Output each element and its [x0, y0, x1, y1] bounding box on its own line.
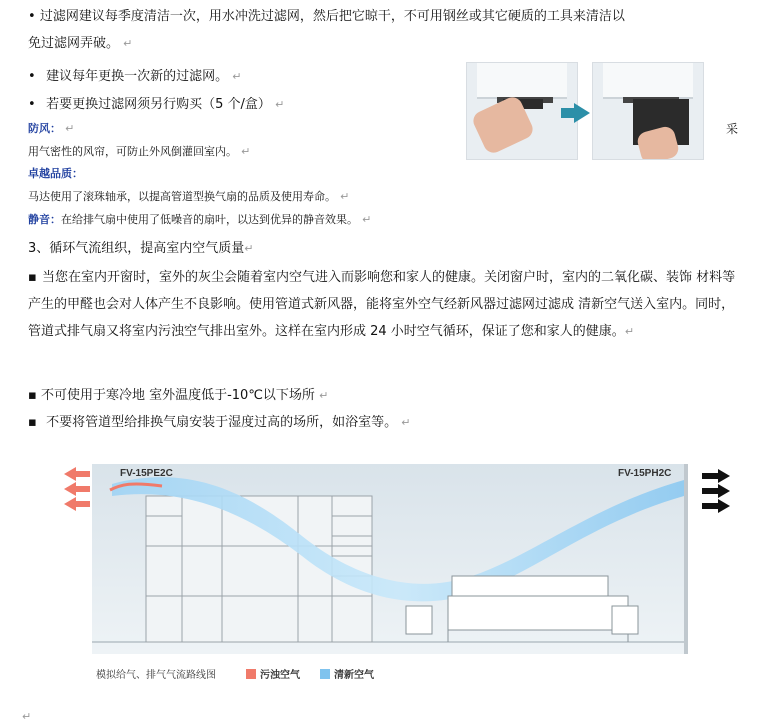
exhaust-arrows [64, 467, 90, 511]
para-mark: ↵ [275, 98, 285, 111]
legend-dirty-swatch [246, 669, 256, 679]
para-mark: ↵ [362, 213, 372, 226]
windproof-text-line [28, 141, 250, 163]
para-mark: ↵ [401, 416, 411, 429]
quiet-text: 在给排气扇中使用了低噪音的扇叶，以达到优异的静音效果。 [61, 213, 358, 226]
side-char: 采 [726, 122, 739, 136]
step-arrow-bar [561, 108, 575, 118]
bullet: • [28, 97, 36, 112]
airflow-diagram [52, 456, 742, 688]
para-mark: ↵ [65, 122, 75, 135]
quiet-heading: 静音： [28, 213, 61, 226]
legend-dirty-label: 污浊空气 [260, 670, 300, 681]
section-3-heading [28, 238, 254, 260]
para-mark: ↵ [123, 37, 133, 50]
para-mark: ↵ [624, 325, 635, 338]
filter-clean-text-2: 免过滤网弄破。 [28, 36, 120, 51]
humidity-warning-line [28, 412, 411, 434]
bullet: • [28, 9, 36, 24]
quality-text-line [28, 186, 349, 208]
para-mark: ↵ [340, 190, 350, 203]
air-circulation-paragraph [28, 264, 744, 345]
filter-remove-photo-2 [592, 62, 704, 160]
cold-warning-text: 不可使用于寒冷地 室外温度低于-10℃以下场所 [40, 388, 315, 403]
quiet-line [28, 209, 371, 231]
bullet: ▪ [28, 415, 37, 430]
bullet: ▪ [28, 270, 37, 285]
para-mark: ↵ [244, 242, 254, 255]
filter-clean-text: 过滤网建议每季度清洁一次，用水冲洗过滤网，然后把它晾干，不可用钢丝或其它硬质的工具来清洁以 [39, 9, 625, 24]
bullet: • [28, 69, 36, 84]
diagram-caption: 模拟给气、排气气流路线图 [96, 670, 216, 681]
quality-heading: 卓越品质： [28, 167, 83, 180]
windproof-text: 用气密性的风帘，可防止外风倒灌回室内。 [28, 145, 237, 158]
windproof-heading: 防风： [28, 122, 61, 135]
buy-filter-text: 若要更换过滤网须另行购买（5 个/盒） [46, 97, 271, 112]
section-3-title: 3、循环气流组织，提高室内空气质量 [28, 241, 245, 256]
air-circulation-text: 当您在室内开窗时，室外的灰尘会随着室内空气进入而影响您和家人的健康。关闭窗户时，室内的二氧化碳、装饰 材料等产生的甲醛也会对人体产生不良影响。使用管道式新风器，能将室外空气经新风器过滤网过滤成 清新空气送入室内。同时，管道式排气扇又将室内污浊空气排出室外。这样在室内形成 24 小时空气循环，保证了您和家人的健康。 [28, 270, 736, 339]
intake-arrows [702, 469, 730, 513]
legend-fresh-label: 清新空气 [334, 670, 374, 681]
left-model-label: FV-15PE2C [120, 468, 173, 479]
filter-clean-line [28, 6, 625, 28]
step-arrow-icon [574, 103, 590, 123]
replace-yearly-line [28, 66, 242, 88]
bullet: ▪ [28, 388, 37, 403]
filter-clean-line-2 [28, 33, 132, 55]
para-mark-end: ↵ [22, 710, 32, 723]
para-mark: ↵ [319, 389, 329, 402]
windproof-heading-line [28, 118, 74, 140]
quality-text: 马达使用了滚珠轴承，以提高管道型换气扇的品质及使用寿命。 [28, 190, 336, 203]
legend-fresh-swatch [320, 669, 330, 679]
quality-heading-line [28, 163, 83, 185]
replace-yearly-text: 建议每年更换一次新的过滤网。 [46, 69, 229, 84]
buy-filter-line [28, 94, 284, 116]
right-model-label: FV-15PH2C [618, 468, 672, 479]
humidity-warning-text: 不要将管道型给排换气扇安装于湿度过高的场所，如浴室等。 [46, 415, 398, 430]
para-mark: ↵ [232, 70, 242, 83]
cold-warning-line [28, 385, 328, 407]
para-mark: ↵ [241, 145, 251, 158]
